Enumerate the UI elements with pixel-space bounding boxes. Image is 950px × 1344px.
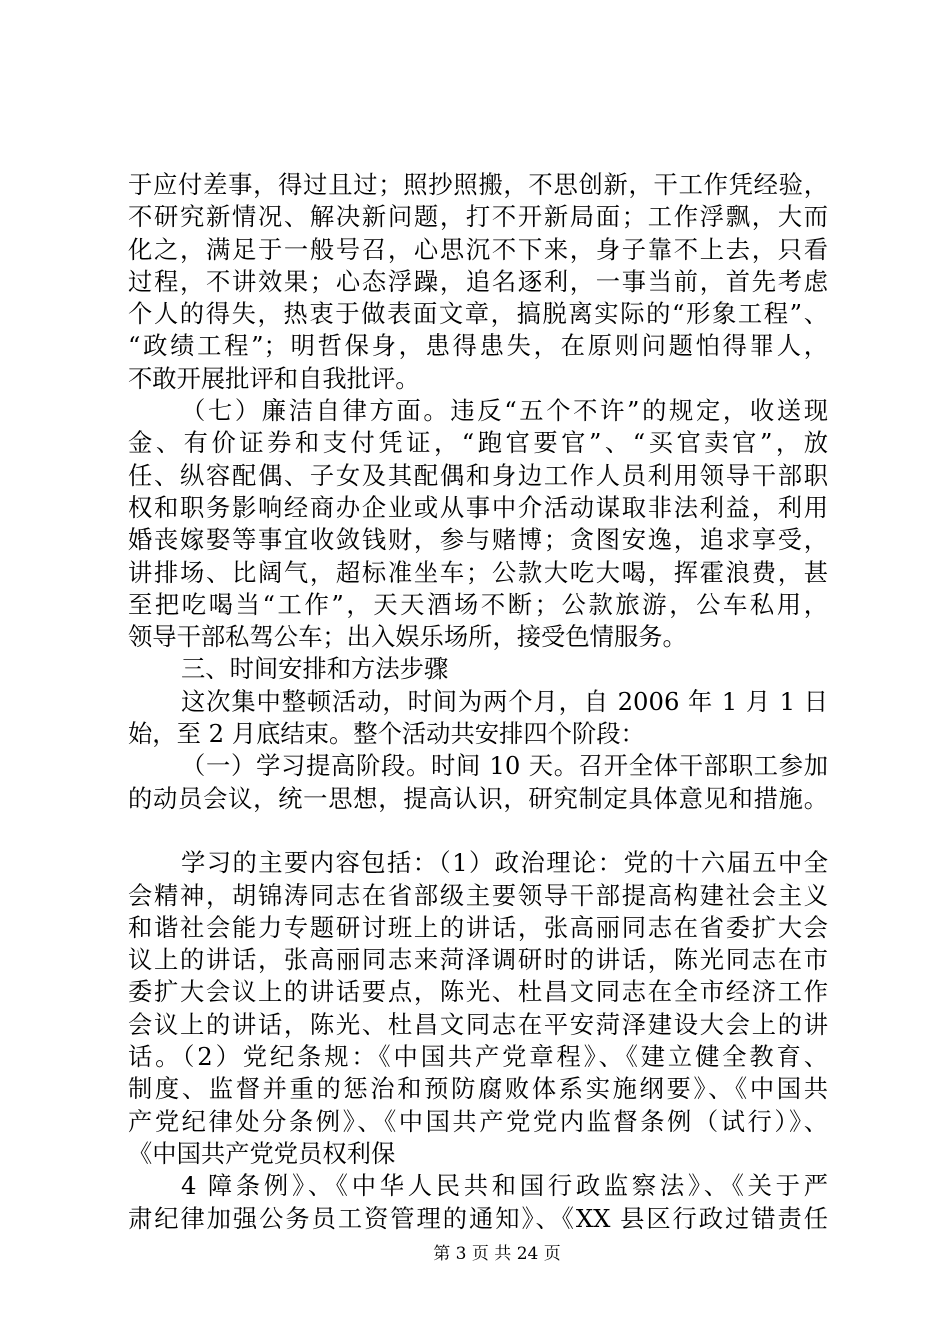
body-text-line: 化之，满足于一般号召，心思沉不下来，身子靠不上去，只看 xyxy=(128,234,828,264)
body-text-line: 个人的得失，热衷于做表面文章，搞脱离实际的“形象工程”、 xyxy=(128,299,828,329)
body-text-line: 会精神，胡锦涛同志在省部级主要领导干部提高构建社会主义 xyxy=(128,880,828,910)
body-text-line: 会议上的讲话，陈光、杜昌文同志在平安菏泽建设大会上的讲 xyxy=(128,1009,828,1039)
page-number-footer: 第 3 页 共 24 页 xyxy=(433,1244,561,1264)
body-text-line: 任、纵容配偶、子女及其配偶和身边工作人员利用领导干部职 xyxy=(128,460,828,490)
body-text-line: 过程，不讲效果；心态浮躁，追名逐利，一事当前，首先考虑 xyxy=(128,266,828,296)
body-text-line: 《中国共产党党员权利保 xyxy=(128,1138,396,1168)
body-text-line: 肃纪律加强公务员工资管理的通知》、《XX 县区行政过错责任 xyxy=(128,1203,828,1233)
body-text-line: 话。（2）党纪条规：《中国共产党章程》、《建立健全教育、 xyxy=(128,1042,828,1072)
body-text-line: 金、有价证券和支付凭证，“跑官要官”、“买官卖官”，放 xyxy=(128,428,828,458)
body-text-line: 4 障条例》、《中华人民共和国行政监察法》、《关于严 xyxy=(181,1171,828,1201)
body-text-line: 至把吃喝当“工作”，天天酒场不断；公款旅游，公车私用， xyxy=(128,589,828,619)
body-text-line: 于应付差事，得过且过；照抄照搬，不思创新，干工作凭经验， xyxy=(128,170,828,199)
body-text-line: 的动员会议，统一思想，提高认识，研究制定具体意见和措施。 xyxy=(128,783,828,813)
body-text-line: 不敢开展批评和自我批评。 xyxy=(128,363,420,393)
body-text-line: 不研究新情况、解决新问题，打不开新局面；工作浮飘，大而 xyxy=(128,202,828,232)
body-text-line: 婚丧嫁娶等事宜收敛钱财，参与赌博；贪图安逸，追求享受， xyxy=(128,525,828,555)
body-text-line: 委扩大会议上的讲话要点，陈光、杜昌文同志在全市经济工作 xyxy=(128,977,828,1007)
section-heading-line: （一）学习提高阶段。时间 10 天。召开全体干部职工参加 xyxy=(181,751,828,781)
section-heading-line: （七）廉洁自律方面。违反“五个不许”的规定，收送现 xyxy=(181,396,828,426)
body-text-line: 权和职务影响经商办企业或从事中介活动谋取非法利益，利用 xyxy=(128,492,828,522)
body-text-line: 这次集中整顿活动，时间为两个月，自 2006 年 1 月 1 日 xyxy=(181,686,828,716)
body-text-line: 和谐社会能力专题研讨班上的讲话，张高丽同志在省委扩大会 xyxy=(128,912,828,942)
body-text-line: 始，至 2 月底结束。整个活动共安排四个阶段： xyxy=(128,719,645,749)
body-text-line: 讲排场、比阔气，超标准坐车；公款大吃大喝，挥霍浪费，甚 xyxy=(128,557,828,587)
body-text-line: 领导干部私驾公车；出入娱乐场所，接受色情服务。 xyxy=(128,622,687,652)
blank-line xyxy=(128,815,828,847)
body-text-line: 制度、监督并重的惩治和预防腐败体系实施纲要》、《中国共 xyxy=(128,1074,828,1104)
body-text-line: 议上的讲话，张高丽同志来菏泽调研时的讲话，陈光同志在市 xyxy=(128,945,828,975)
section-heading: 三、时间安排和方法步骤 xyxy=(181,654,449,684)
document-body xyxy=(128,169,828,1235)
body-text-line: “政绩工程”；明哲保身，患得患失，在原则问题怕得罪人， xyxy=(128,331,828,361)
body-text-line: 产党纪律处分条例》、《中国共产党党内监督条例（试行）》、 xyxy=(128,1106,828,1136)
body-text-line: 学习的主要内容包括：（1）政治理论：党的十六届五中全 xyxy=(181,848,828,878)
